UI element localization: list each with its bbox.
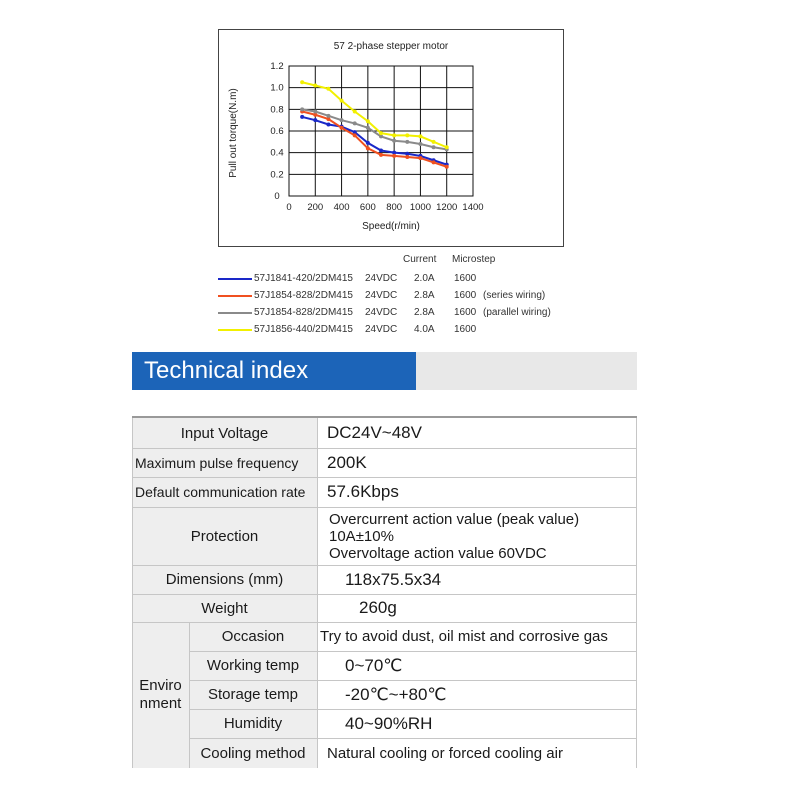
spec-label-occasion: Occasion [189,622,317,651]
spec-value-protection [317,507,637,565]
data-point [340,99,344,103]
data-point [353,110,357,114]
legend-current: 2.8A [414,290,435,301]
y-tick-label: 1.0 [270,82,284,94]
spec-label-max-pulse: Maximum pulse frequency [132,448,317,477]
legend-model: 57J1856-440/2DM415 [254,324,353,335]
legend-row [218,270,588,286]
y-tick-label: 0.2 [270,169,284,181]
torque-chart [218,29,564,247]
table-divider [189,651,637,652]
legend-model: 57J1854-828/2DM415 [254,307,353,318]
y-tick-label: 1.2 [270,61,284,72]
table-divider [132,565,637,566]
data-point [326,123,330,127]
chart-legend [218,250,588,340]
legend-voltage: 24VDC [365,273,398,284]
data-point [405,133,409,137]
legend-voltage: 24VDC [365,307,398,318]
legend-microstep: 1600 [454,324,477,335]
table-divider [189,738,637,739]
data-point [445,165,449,169]
data-point [405,155,409,159]
data-point [313,84,317,88]
legend-row [218,287,588,303]
table-divider [189,680,637,681]
spec-label-weight: Weight [132,594,317,622]
table-divider [132,507,637,508]
spec-label-cooling: Cooling method [189,738,317,768]
spec-value-input-voltage: DC24V~48V [317,418,637,448]
data-point [300,80,304,84]
legend-swatch [218,312,252,314]
data-point [432,160,436,164]
spec-value-dimensions: 118x75.5x34 [317,565,637,594]
x-tick-label: 1200 [436,202,458,213]
section-title: Technical index [144,357,309,384]
legend-microstep-header: Microstep [452,254,496,265]
spec-label-dimensions: Dimensions (mm) [132,565,317,594]
spec-value-cooling: Natural cooling or forced cooling air [317,738,637,768]
data-point [353,133,357,137]
legend-model: 57J1841-420/2DM415 [254,273,353,284]
spec-value-comm-rate: 57.6Kbps [317,477,637,507]
legend-model: 57J1854-828/2DM415 [254,290,353,301]
data-point [300,115,304,119]
legend-swatch [218,295,252,297]
data-point [432,140,436,144]
spec-value-max-pulse: 200K [317,448,637,477]
x-tick-label: 600 [359,202,376,213]
data-point [340,118,344,122]
data-point [379,153,383,157]
y-tick-label: 0.4 [270,147,284,159]
data-point [326,114,330,118]
legend-swatch [218,329,252,331]
spec-value-working-temp: 0~70℃ [317,651,637,680]
y-axis-label: Pull out torque(N.m) [228,88,239,178]
table-divider [189,622,190,768]
data-point [392,139,396,143]
data-point [366,146,370,150]
spec-label-humidity: Humidity [189,709,317,738]
table-divider [132,594,637,595]
data-point [326,87,330,91]
legend-voltage: 24VDC [365,324,398,335]
x-tick-label: 200 [307,202,324,213]
x-axis-label: Speed(r/min) [362,221,420,232]
x-tick-label: 1400 [462,202,484,213]
data-point [418,142,422,146]
spec-value-storage-temp: -20℃~+80℃ [317,680,637,709]
data-point [313,118,317,122]
data-point [405,140,409,144]
spec-label-input-voltage: Input Voltage [132,418,317,448]
data-point [379,131,383,135]
x-tick-label: 0 [286,202,292,213]
x-tick-label: 800 [386,202,403,213]
legend-microstep: 1600 [454,290,477,301]
legend-microstep: 1600 [454,273,477,284]
legend-voltage: 24VDC [365,290,398,301]
spec-value-weight: 260g [317,594,637,622]
legend-row [218,304,588,320]
spec-label-comm-rate: Default communication rate [132,477,317,507]
legend-current-header: Current [403,254,437,265]
table-divider [132,418,133,768]
data-point [313,110,317,114]
y-tick-label: 0.8 [270,104,284,116]
spec-value-humidity: 40~90%RH [317,709,637,738]
table-divider [189,709,637,710]
legend-current: 2.0A [414,273,435,284]
table-divider [317,418,318,768]
legend-swatch [218,278,252,280]
environment-label-part: Enviro [139,677,182,694]
data-point [392,133,396,137]
spec-table [132,416,637,768]
data-point [432,145,436,149]
data-point [418,156,422,160]
table-divider [636,418,637,768]
data-point [379,149,383,153]
data-point [445,145,449,149]
y-tick-label: 0.6 [270,126,284,137]
series-line [302,109,447,149]
legend-microstep: 1600 [454,307,477,318]
spec-label-environment [132,622,189,768]
data-point [366,141,370,145]
protection-line: Overvoltage action value 60VDC [329,544,547,562]
section-banner [132,352,637,390]
table-divider [132,477,637,478]
chart-title: 57 2-phase stepper motor [333,41,449,52]
data-point [300,107,304,111]
spec-label-protection: Protection [132,507,317,565]
data-point [418,134,422,138]
legend-row [218,321,588,337]
x-tick-label: 400 [333,202,350,213]
legend-note: (parallel wiring) [483,307,551,318]
data-point [353,121,357,125]
data-point [340,126,344,130]
legend-current: 2.8A [414,307,435,318]
environment-label-part: nment [139,695,182,712]
protection-line: 10A±10% [329,527,394,545]
spec-value-occasion: Try to avoid dust, oil mist and corrosive gas [317,622,637,651]
protection-line: Overcurrent action value (peak value) [329,510,580,528]
spec-label-storage-temp: Storage temp [189,680,317,709]
legend-note: (series wiring) [483,290,546,301]
data-point [392,154,396,158]
data-point [366,126,370,130]
table-divider [132,448,637,449]
table-divider [132,622,637,623]
spec-label-working-temp: Working temp [189,651,317,680]
series-line [302,117,447,165]
legend-current: 4.0A [414,324,435,335]
x-tick-label: 1000 [409,202,431,213]
chart-svg [219,30,565,248]
data-point [366,119,370,123]
y-tick-label: 0 [274,191,280,202]
